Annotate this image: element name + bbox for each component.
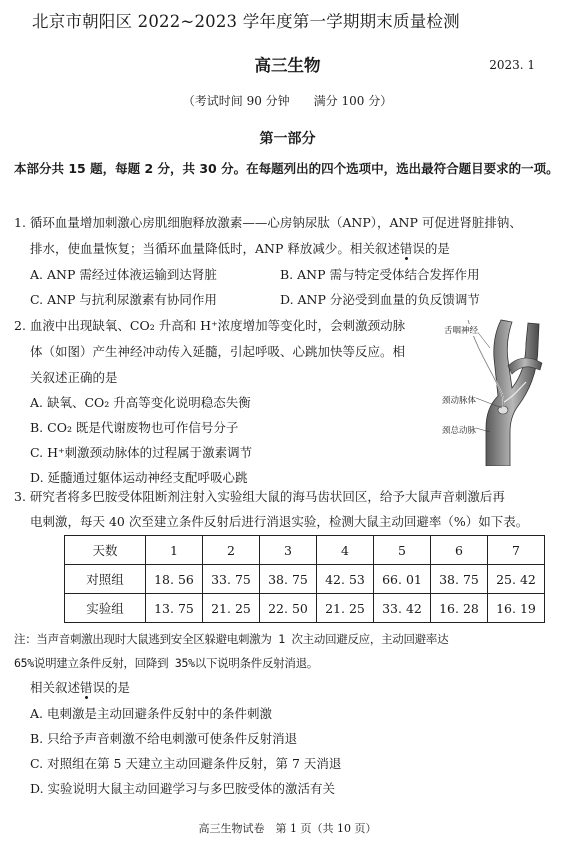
table-header-cell: 5 [374, 536, 431, 565]
exam-date: 2023. 1 [489, 58, 535, 72]
table-header-cell: 1 [146, 536, 203, 565]
q2-stem-line1: 2. 血液中出现缺氧、CO₂ 升高和 H⁺浓度增加等变化时，会刺激颈动脉 [14, 318, 406, 333]
exam-info: （考试时间 90 分钟 满分 100 分） [182, 94, 393, 108]
page-footer: 高三生物试卷 第 1 页（共 10 页） [198, 822, 377, 835]
table-cell: 25. 42 [488, 565, 545, 594]
q2-option-a: A. 缺氧、CO₂ 升高等变化说明稳态失衡 [30, 395, 251, 410]
table-header-row [65, 536, 545, 565]
table-cell: 21. 25 [317, 594, 374, 623]
table-header-cell: 3 [260, 536, 317, 565]
table-cell: 22. 50 [260, 594, 317, 623]
q3-stem-pre: 相关叙述 [30, 680, 81, 695]
q1-option-a: A. ANP 需经过体液运输到达肾脏 [30, 267, 217, 282]
table-cell: 66. 01 [374, 565, 431, 594]
table-cell: 18. 56 [146, 565, 203, 594]
table-cell: 21. 25 [203, 594, 260, 623]
figure-label-glossopharyngeal: 舌咽神经 [444, 326, 479, 336]
q3-option-d: D. 实验说明大鼠主动回避学习与多巴胺受体的激活有关 [30, 781, 336, 796]
table-header-cell: 7 [488, 536, 545, 565]
q3-stem-post: 误的是 [92, 680, 131, 695]
q3-note-line2: 65%说明建立条件反射，回降到 35%以下说明条件反射消退。 [14, 656, 318, 670]
carotid-body-figure [442, 318, 566, 466]
table-cell: 33. 75 [203, 565, 260, 594]
artery-illustration [446, 318, 566, 466]
table-cell: 16. 19 [488, 594, 545, 623]
figure-label-carotid-body: 颈动脉体 [442, 396, 477, 406]
q3-stem-question [30, 678, 130, 696]
q3-option-a: A. 电刺激是主动回避条件反射中的条件刺激 [30, 706, 272, 721]
q1-stem-pre: 排水，使血量恢复；当循环血量降低时，ANP 释放减少。相关叙述 [30, 241, 400, 256]
table-cell: 38. 75 [431, 565, 488, 594]
table-cell: 16. 28 [431, 594, 488, 623]
part-instruction [14, 156, 562, 182]
avoidance-rate-table [64, 535, 545, 623]
part-title: 第一部分 [259, 131, 316, 147]
instruction-text: 本部分共 15 题，每题 2 分，共 30 分。在每题列出的四个选项中，选出最符合题目要求的一项。 [14, 161, 559, 176]
table-cell: 13. 75 [146, 594, 203, 623]
q3-stem-line2: 电刺激，每天 40 次至建立条件反射后进行消退实验，检测大鼠主动回避率（%）如下表。 [30, 514, 529, 529]
q3-emphasis: 错 [80, 680, 93, 695]
q1-emphasis: 错 [399, 241, 413, 256]
table-cell: 实验组 [65, 594, 146, 623]
q1-stem-line1: 1. 循环血量增加刺激心房肌细胞释放激素——心房钠尿肽（ANP），ANP 可促进肾脏排钠、 [14, 215, 522, 230]
table-cell: 42. 53 [317, 565, 374, 594]
table-row [65, 565, 545, 594]
exam-title: 北京市朝阳区 2022~2023 学年度第一学期期末质量检测 [32, 12, 460, 31]
table-header-cell: 6 [431, 536, 488, 565]
q2-option-d: D. 延髓通过躯体运动神经支配呼吸心跳 [30, 470, 248, 485]
q3-stem-line1: 3. 研究者将多巴胺受体阻断剂注射入实验组大鼠的海马齿状回区，给予大鼠声音刺激后再 [14, 489, 505, 504]
q3-option-c: C. 对照组在第 5 天建立主动回避条件反射，第 7 天消退 [30, 756, 342, 771]
q3-note-line1: 注：当声音刺激出现时大鼠逃到安全区躲避电刺激为 1 次主动回避反应，主动回避率达 [14, 632, 449, 646]
table-header-cell: 天数 [65, 536, 146, 565]
table-cell: 33. 42 [374, 594, 431, 623]
table-header-cell: 2 [203, 536, 260, 565]
table-cell: 对照组 [65, 565, 146, 594]
q1-stem-post: 误的是 [412, 241, 450, 256]
q3-option-b: B. 只给予声音刺激不给电刺激可使条件反射消退 [30, 731, 298, 746]
q2-option-c: C. H⁺刺激颈动脉体的过程属于激素调节 [30, 445, 253, 460]
q1-option-b: B. ANP 需与特定受体结合发挥作用 [280, 267, 480, 282]
q1-option-c: C. ANP 与抗利尿激素有协同作用 [30, 292, 217, 307]
table-cell: 38. 75 [260, 565, 317, 594]
q2-stem-line3: 关叙述正确的是 [30, 370, 118, 385]
figure-label-common-carotid: 颈总动脉 [442, 426, 477, 436]
q2-option-b: B. CO₂ 既是代谢废物也可作信号分子 [30, 420, 239, 435]
table-row [65, 594, 545, 623]
q1-option-d: D. ANP 分泌受到血量的负反馈调节 [280, 292, 480, 307]
q1-stem-line2 [30, 239, 450, 257]
q3-table-note [14, 627, 569, 675]
subject-title: 高三生物 [254, 56, 321, 75]
table-header-cell: 4 [317, 536, 374, 565]
q2-stem-line2: 体（如图）产生神经冲动传入延髓，引起呼吸、心跳加快等反应。相 [30, 344, 406, 359]
